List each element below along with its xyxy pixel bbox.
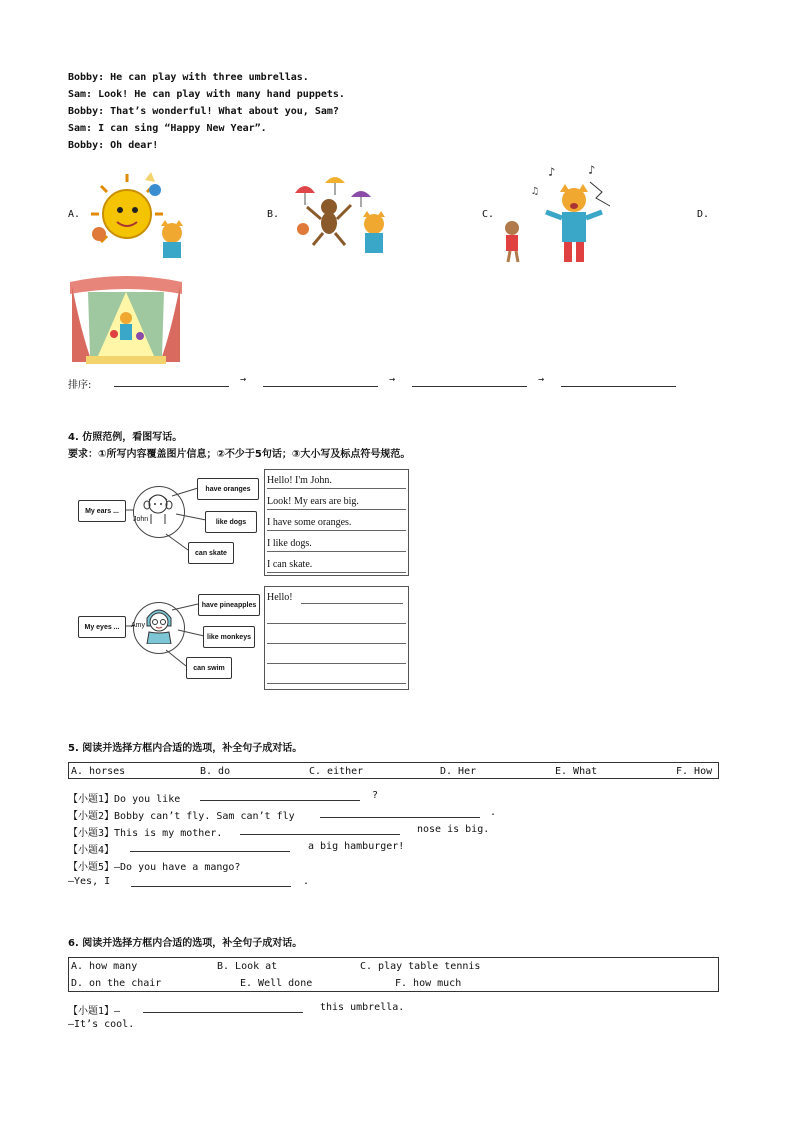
q5-option: B. do: [200, 766, 231, 777]
q6-option: E. Well done: [240, 978, 313, 989]
bubble-have-pineapples: have pineapples: [198, 594, 260, 616]
q5-item1-blank[interactable]: [200, 789, 360, 801]
svg-text:♪: ♪: [548, 165, 556, 179]
svg-text:♪: ♪: [588, 163, 596, 177]
dialogue-line: Bobby: Oh dear!: [68, 140, 159, 151]
picture-label-b: B.: [267, 209, 280, 220]
example-line-4: I like dogs.: [267, 538, 312, 549]
q5-item2-end: .: [490, 807, 497, 818]
q5-item2-blank[interactable]: [320, 806, 480, 818]
q6-options-box: [68, 957, 719, 992]
bubble-can-skate: can skate: [188, 542, 234, 564]
amy-face-icon: [143, 604, 175, 644]
task-center-box: My eyes ...: [78, 616, 126, 638]
dialogue-line: Sam: Look! He can play with many hand puppets.: [68, 89, 345, 100]
picture-c-illustration: [498, 162, 623, 272]
q5-item5-text: 【小题5】—Do you have a mango?: [68, 862, 241, 873]
example-line-2: Look! My ears are big.: [267, 496, 359, 507]
q6-item1-text: 【小题1】—: [68, 1006, 121, 1017]
example-line-5: I can skate.: [267, 559, 313, 570]
q6-option: D. on the chair: [71, 978, 162, 989]
q5-item3-blank[interactable]: [240, 823, 400, 835]
order-arrow: →: [240, 374, 247, 385]
picture-d-illustration: [68, 276, 184, 366]
q5-item5-end: .: [303, 876, 310, 887]
q6-option: A. how many: [71, 961, 138, 972]
q5-item1-text: 【小题1】Do you like: [68, 794, 181, 805]
q6-option: F. how much: [395, 978, 462, 989]
q5-title: 5. 阅读并选择方框内合适的选项，补全句子成对话。: [68, 743, 303, 754]
order-blank-4[interactable]: [561, 374, 676, 387]
task-first-line: Hello!: [267, 592, 293, 603]
q5-option: E. What: [555, 766, 598, 777]
q5-item1-end: ?: [372, 790, 379, 801]
order-blank-2[interactable]: [263, 374, 378, 387]
q5-item4-blank[interactable]: [130, 840, 290, 852]
q6-item1-blank[interactable]: [143, 1001, 303, 1013]
order-arrow: →: [538, 374, 545, 385]
dialogue: [68, 69, 345, 154]
q5-item4-text: 【小题4】: [68, 845, 115, 856]
q5-option: F. How: [676, 766, 713, 777]
q5-option: C. either: [309, 766, 364, 777]
q5-item2-text: 【小题2】Bobby can’t fly. Sam can’t fly: [68, 811, 295, 822]
picture-label-d: D.: [697, 209, 710, 220]
example-center-box: My ears ...: [78, 500, 126, 522]
order-blank-1[interactable]: [114, 374, 229, 387]
q5-item5-answer-start: —Yes, I: [68, 876, 111, 887]
bubble-like-monkeys: like monkeys: [203, 626, 255, 648]
q5-options-box: [68, 762, 719, 779]
order-blank-3[interactable]: [412, 374, 527, 387]
dialogue-line: Bobby: That’s wonderful! What about you, Sam?: [68, 106, 339, 117]
q6-option: C. play table tennis: [360, 961, 481, 972]
q5-option: D. Her: [440, 766, 477, 777]
q5-item4-end: a big hamburger!: [308, 841, 405, 852]
svg-text:♫: ♫: [532, 186, 539, 197]
bubble-have-oranges: have oranges: [197, 478, 259, 500]
bubble-can-swim: can swim: [186, 657, 232, 679]
q6-item1-end: this umbrella.: [320, 1002, 405, 1013]
picture-label-c: C.: [482, 209, 495, 220]
picture-a-illustration: [85, 172, 195, 262]
q6-option: B. Look at: [217, 961, 278, 972]
order-label: 排序:: [68, 380, 92, 391]
amy-name: Amy: [131, 622, 145, 629]
q4-requirement: 要求：①所写内容覆盖图片信息；②不少于5句话；③大小写及标点符号规范。: [68, 449, 411, 460]
task-writing-box[interactable]: [264, 586, 409, 690]
order-arrow: →: [389, 374, 396, 385]
q5-option: A. horses: [71, 766, 126, 777]
q4-title: 4. 仿照范例，看图写话。: [68, 432, 183, 443]
q5-item5-blank[interactable]: [131, 875, 291, 887]
q6-item1-answer: —It’s cool.: [68, 1019, 135, 1030]
picture-b-illustration: [285, 175, 395, 260]
dialogue-line: Bobby: He can play with three umbrellas.: [68, 72, 309, 83]
example-line-3: I have some oranges.: [267, 517, 352, 528]
q5-item3-text: 【小题3】This is my mother.: [68, 828, 223, 839]
q5-item3-end: nose is big.: [417, 824, 490, 835]
dialogue-line: Sam: I can sing “Happy New Year”.: [68, 123, 267, 134]
picture-label-a: A.: [68, 209, 81, 220]
bubble-like-dogs: like dogs: [205, 511, 257, 533]
john-name: John: [133, 516, 149, 523]
q6-title: 6. 阅读并选择方框内合适的选项，补全句子成对话。: [68, 938, 303, 949]
example-line-1: Hello! I'm John.: [267, 475, 332, 486]
example-writing-box: [264, 469, 409, 576]
